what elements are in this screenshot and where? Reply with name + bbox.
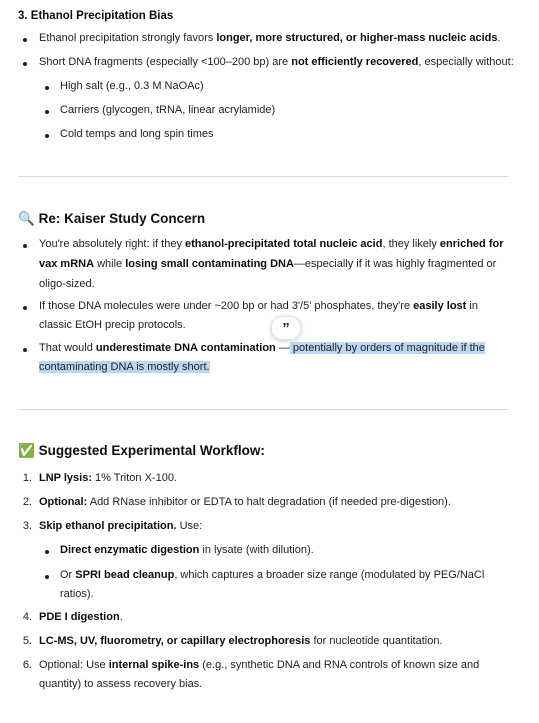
bullet-dot	[23, 348, 27, 352]
list-number: 1.	[22, 472, 32, 484]
selected-text[interactable]: contaminating DNA is mostly short.	[39, 361, 210, 373]
selected-text[interactable]: potentially by orders of magnitude if the	[289, 342, 485, 354]
bullet-dot	[23, 38, 27, 42]
sub-bullet-dot	[45, 550, 49, 554]
sub-bullet-dot	[45, 110, 49, 114]
section-heading-ethanol: 3. Ethanol Precipitation Bias	[18, 10, 174, 22]
sub-bullet-dot	[45, 86, 49, 90]
step-1: LNP lysis: 1% Triton X-100.	[39, 472, 177, 484]
step-4: PDE I digestion.	[39, 611, 123, 623]
list-number: 5.	[22, 635, 32, 647]
step-3-sub-spri-l1: Or SPRI bead cleanup, which captures a broader size range (modulated by PEG/NaCl	[60, 569, 485, 581]
bullet-kaiser-underestimate-l2	[39, 361, 210, 373]
bullet-kaiser-right-l1: You're absolutely right: if they ethanol-precipitated total nucleic acid, they likely enriched for	[39, 238, 504, 250]
step-6-l1: Optional: Use internal spike-ins (e.g., synthetic DNA and RNA controls of known size and	[39, 659, 480, 671]
magnifier-icon: 🔍	[18, 211, 35, 226]
step-2: Optional: Add RNase inhibitor or EDTA to halt degradation (if needed pre-digestion).	[39, 496, 451, 508]
sub-bullet-dot	[45, 134, 49, 138]
bullet-dot	[23, 62, 27, 66]
sub-bullet-salt: High salt (e.g., 0.3 M NaOAc)	[60, 80, 204, 92]
bullet-ethanol-favors: Ethanol precipitation strongly favors longer, more structured, or higher-mass nucleic acids.	[39, 32, 501, 44]
step-3-sub-spri-l2: ratios).	[60, 588, 94, 600]
sub-bullet-dot	[45, 575, 49, 579]
list-number: 4.	[22, 611, 32, 623]
list-number: 3.	[22, 520, 32, 532]
bullet-kaiser-right-l2: vax mRNA while losing small contaminating DNA—especially if it was highly fragmented or	[39, 258, 497, 270]
bullet-kaiser-underestimate-l1: That would underestimate DNA contamination — potentially by orders of magnitude if the	[39, 342, 485, 354]
list-number: 6.	[22, 659, 32, 671]
bullet-kaiser-dna-l2: classic EtOH precip protocols.	[39, 319, 186, 331]
sub-bullet-cold: Cold temps and long spin times	[60, 128, 214, 140]
workflow-heading: ✅ Suggested Experimental Workflow:	[18, 443, 265, 458]
divider	[18, 409, 508, 410]
kaiser-heading: 🔍 Re: Kaiser Study Concern	[18, 211, 206, 226]
step-5: LC-MS, UV, fluorometry, or capillary electrophoresis for nucleotide quantitation.	[39, 635, 443, 647]
step-3: Skip ethanol precipitation. Use:	[39, 520, 203, 532]
bullet-short-dna: Short DNA fragments (especially <100–200 bp) are not efficiently recovered, especially without:	[39, 56, 514, 68]
bullet-dot	[23, 244, 27, 248]
check-icon: ✅	[18, 443, 35, 458]
sub-bullet-carriers: Carriers (glycogen, tRNA, linear acrylamide)	[60, 104, 276, 116]
bullet-kaiser-right-l3: oligo-sized.	[39, 278, 95, 290]
bullet-kaiser-dna-l1: If those DNA molecules were under ~200 bp or had 3'/5' phosphates, they're easily lost in	[39, 300, 478, 312]
bullet-dot	[23, 306, 27, 310]
step-3-sub-direct: Direct enzymatic digestion in lysate (with dilution).	[60, 544, 314, 556]
quote-button[interactable]: ”	[271, 316, 301, 340]
list-number: 2.	[22, 496, 32, 508]
divider	[18, 176, 508, 177]
step-6-l2: quantity) to assess recovery bias.	[39, 678, 203, 690]
